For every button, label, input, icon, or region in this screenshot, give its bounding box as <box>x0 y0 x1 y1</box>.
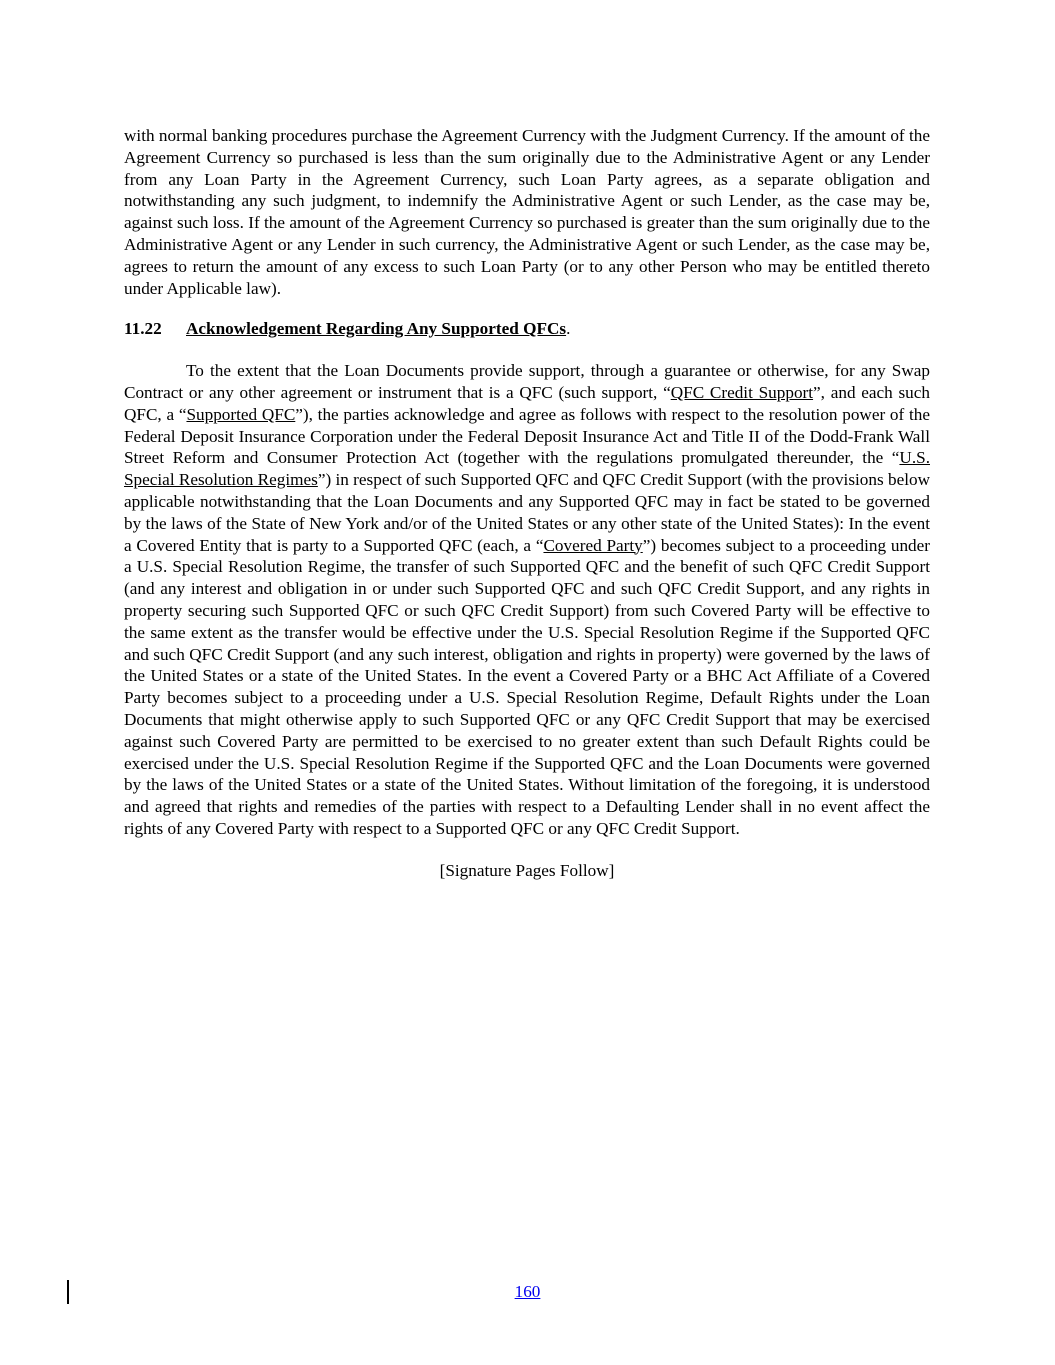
section-heading <box>124 318 930 340</box>
signature-pages-note: [Signature Pages Follow] <box>439 860 615 880</box>
section-body-paragraph <box>124 360 930 840</box>
defined-term-supported-qfc: Supported QFC <box>186 404 296 424</box>
section-number: 11.22 <box>124 319 162 339</box>
body-text: ”) becomes subject to a proceeding under a U.S. Special Resolution Regime, the transfer of such Supported QFC and the benefit of such QFC Credit Support (and any interest and obligation in or under such Supported QFC and such QFC Credit Support, and any rights in property securing such Supported QFC or such QFC Credit Support) from such Covered Party will be effective to the same extent as the transfer would be effective under the U.S. Special Resolution Regime if the Supported QFC and such QFC Credit Support (and any such interest, obligation and rights in property) were governed by the laws of the United States or a state of the United States. In the event a Covered Party or a BHC Act Affiliate of a Covered Party becomes subject to a proceeding under a U.S. Special Resolution Regime, Default Rights under the Loan Documents that might otherwise apply to such Supported QFC or any QFC Credit Support that may be exercised against such Covered Party are permitted to be exercised to no greater extent than such Default Rights could be exercised under the U.S. Special Resolution Regime if the Supported QFC and the Loan Documents were governed by the laws of the United States or a state of the United States. Without limitation of the foregoing, it is understood and agreed that rights and remedies of the parties with respect to a Defaulting Lender shall in no event affect the rights of any Covered Party with respect to a Supported QFC or any QFC Credit Support. <box>124 535 931 838</box>
body-text: ”) in respect of such Supported QFC and QFC Credit Support (with the provisions below applicable notwithstanding that the Loan Documents and any Supported QFC may in fact be stated to be governed by the laws of the State of New York and/or of the United States or any other state of the United States): In the event a Covered Entity that is party to a Supported QFC (each, a “ <box>124 470 930 555</box>
section-title: Acknowledgement Regarding Any Supported QFCs <box>186 319 567 339</box>
document-page <box>124 125 930 882</box>
body-text: ”), the parties acknowledge and agree as follows with respect to the resolution power of the Federal Deposit Insurance Corporation under the Federal Deposit Insurance Act and Title II of the Dodd-Frank Wall Street Reform and Consumer Protection Act (together with the regulations promulgated thereunder, the “ <box>124 404 930 468</box>
defined-term-covered-party: Covered Party <box>543 535 643 555</box>
carryover-paragraph: with normal banking procedures purchase the Agreement Currency with the Judgment Currency. If the amount of the Agreement Currency so purchased is less than the sum originally due to the Administrative Agent or any Lender from any Loan Party in the Agreement Currency, such Loan Party agrees, as a separate obligation and notwithstanding any such judgment, to indemnify the Administrative Agent or such Lender, as the case may be, against such loss. If the amount of the Agreement Currency so purchased is greater than the sum originally due to the Administrative Agent or any Lender in such currency, the Administrative Agent or such Lender, as the case may be, agrees to return the amount of any excess to such Loan Party (or to any other Person who may be entitled thereto under Applicable law). <box>124 126 930 298</box>
defined-term-qfc-credit-support: QFC Credit Support <box>670 382 814 402</box>
body-text: ”, and each such QFC, a “ <box>124 382 931 424</box>
body-text: To the extent that the Loan Documents provide support, through a guarantee or otherwise, for any Swap Contract or any other agreement or instrument that is a QFC (such support, “ <box>124 361 930 402</box>
defined-term-us-special-resolution-regimes: U.S. Special Resolution Regimes <box>124 448 930 490</box>
section-title-period: . <box>566 319 571 339</box>
page-number-link[interactable]: 160 <box>514 1282 541 1301</box>
